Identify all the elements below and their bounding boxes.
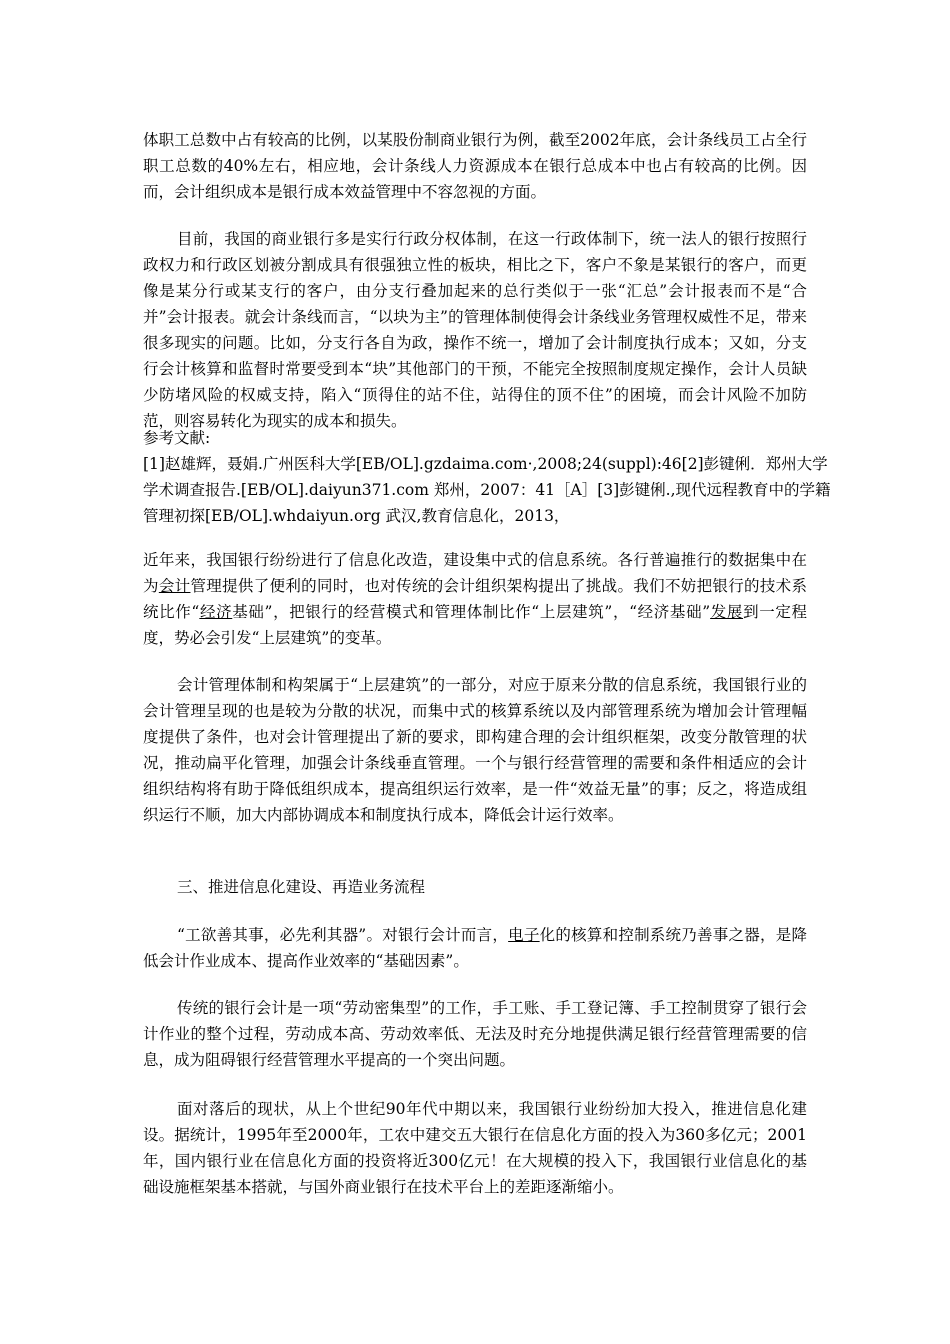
- link-development[interactable]: 发展: [710, 603, 744, 621]
- paragraph-4: [143, 672, 807, 828]
- link-electronic[interactable]: 电子: [508, 926, 540, 944]
- text-run: 管理提供了便利的同时，也对传统的会计组织架构提出了挑战。我们不妨把银行的技术系统比作“: [143, 577, 807, 621]
- section-heading: [143, 874, 807, 900]
- paragraph-5: [143, 922, 807, 974]
- paragraph-text: [143, 922, 807, 974]
- link-economy[interactable]: 经济: [199, 603, 233, 621]
- text-run: 到一定程度，势必会引发“上层建筑”的变革。: [143, 603, 807, 647]
- section-heading-text: 三、推进信息化建设、再造业务流程: [177, 878, 426, 896]
- references: [143, 425, 831, 529]
- reference-line: 学术调查报告.[EB/OL].daiyun371.com 郑州，2007：41［A］[3]彭键俐.,现代远程教育中的学籍: [143, 481, 831, 499]
- paragraph-text: [143, 547, 807, 651]
- paragraph-text: 体职工总数中占有较高的比例，以某股份制商业银行为例，截至2002年底，会计条线员工占全行职工总数的40%左右，相应地，会计条线人力资源成本在银行总成本中也占有较高的比例。因而，会计组织成本是银行成本效益管理中不容忽视的方面。: [143, 131, 807, 201]
- paragraph-text: 目前，我国的商业银行多是实行行政分权体制，在这一行政体制下，统一法人的银行按照行政权力和行政区划被分割成具有很强独立性的板块，相比之下，客户不象是某银行的客户，而更像是某分行或某支行的客户，由分支行叠加起来的总行类似于一张“汇总”会计报表而不是“合并”会计报表。就会计条线而言，“以块为主”的管理体制使得会计条线业务管理权威性不足，带来很多现实的问题。比如，分支行各自为政，操作不统一，增加了会计制度执行成本；又如，分支行会计核算和监督时常要受到本“块”其他部门的干预，不能完全按照制度规定操作，会计人员缺少防堵风险的权威支持，陷入“顶得住的站不住，站得住的顶不住”的困境，而会计风险不加防范，则容易转化为现实的成本和损失。: [143, 230, 807, 430]
- paragraph-2: [143, 226, 807, 434]
- text-run: “工欲善其事，必先利其器”。对银行会计而言，: [177, 926, 509, 944]
- paragraph-3: [143, 547, 807, 651]
- link-accounting[interactable]: 会计: [158, 577, 191, 595]
- paragraph-text: 传统的银行会计是一项“劳动密集型”的工作，手工账、手工登记簿、手工控制贯穿了银行会计作业的整个过程，劳动成本高、劳动效率低、无法及时充分地提供满足银行经营管理需要的信息，成为阻碍银行经营管理水平提高的一个突出问题。: [143, 999, 807, 1069]
- paragraph-6: [143, 995, 807, 1073]
- paragraph-1: [143, 127, 807, 205]
- paragraph-text: 会计管理体制和构架属于“上层建筑”的一部分，对应于原来分散的信息系统，我国银行业的会计管理呈现的也是较为分散的状况，而集中式的核算系统以及内部管理系统为增加会计管理幅度提供了条件，也对会计管理提出了新的要求，即构建合理的会计组织框架，改变分散管理的状况，推动扁平化管理，加强会计条线垂直管理。一个与银行经营管理的需要和条件相适应的会计组织结构将有助于降低组织成本，提高组织运行效率，是一件“效益无量”的事；反之，将造成组织运行不顺，加大内部协调成本和制度执行成本，降低会计运行效率。: [143, 676, 807, 824]
- text-run: 化的核算和控制系统乃善事之器，是降低会计作业成本、提高作业效率的“基础因素”。: [143, 926, 807, 970]
- text-run: 基础”，把银行的经营模式和管理体制比作“上层建筑”，“经济基础”: [232, 603, 711, 621]
- text-run: 近年来，我国银行纷纷进行了信息化改造，建设集中式的信息系统。各行普遍推行的数据集中在为: [143, 551, 807, 595]
- paragraph-7: [143, 1096, 807, 1200]
- paragraph-text: 面对落后的现状，从上个世纪90年代中期以来，我国银行业纷纷加大投入，推进信息化建设。据统计，1995年至2000年，工农中建交五大银行在信息化方面的投入为360多亿元；2001年，国内银行业在信息化方面的投资将近300亿元！在大规模的投入下，我国银行业信息化的基础设施框架基本搭就，与国外商业银行在技术平台上的差距逐渐缩小。: [143, 1100, 807, 1196]
- reference-line: 管理初探[EB/OL].whdaiyun.org 武汉,教育信息化，2013，: [143, 507, 570, 525]
- reference-line: [1]赵雄辉，聂娟.广州医科大学[EB/OL].gzdaima.com·,2008;24(suppl):46[2]彭键俐．郑州大学: [143, 455, 828, 473]
- references-heading: 参考文献:: [143, 429, 211, 447]
